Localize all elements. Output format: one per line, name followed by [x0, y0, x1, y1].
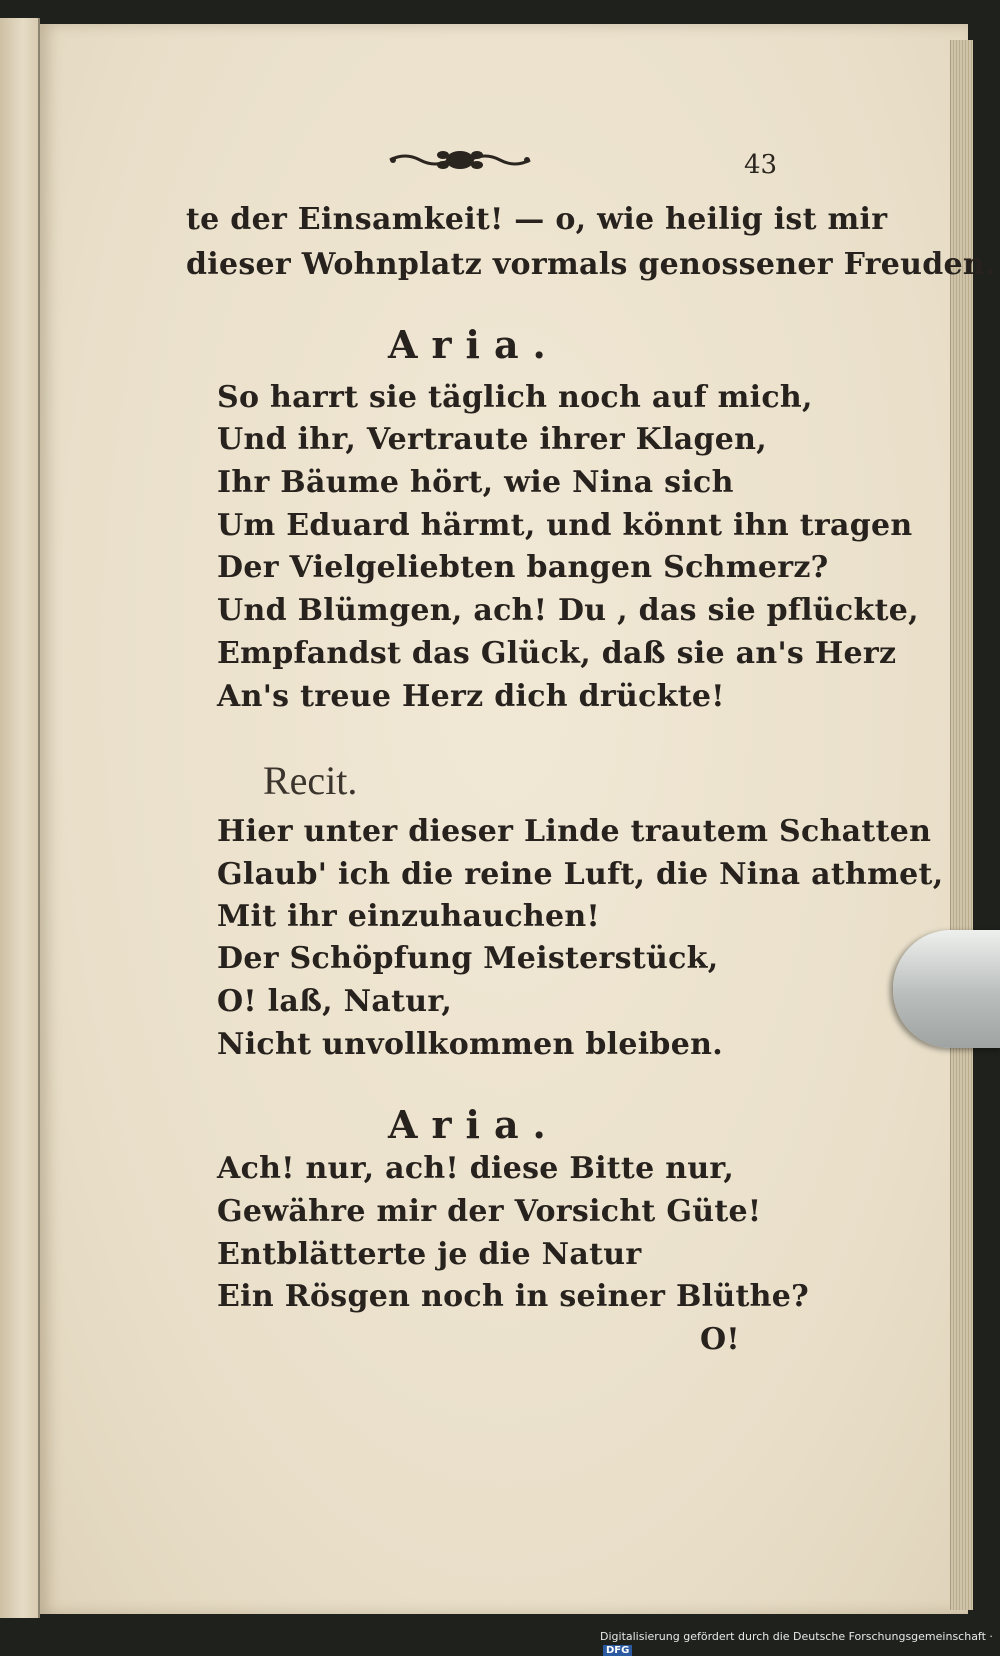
left-page-edge	[0, 18, 40, 1618]
catchword: O!	[700, 1322, 740, 1357]
verse-line: Um Eduard härmt, und könnt ihn tragen	[217, 508, 913, 543]
verse-line: Hier unter dieser Linde trautem Schatten	[217, 814, 932, 849]
verse-line: O! laß, Natur,	[217, 984, 453, 1019]
verse-line: Gewähre mir der Vorsicht Güte!	[217, 1194, 762, 1229]
section-heading-aria: Aria.	[388, 1102, 560, 1147]
verse-line: Empfandst das Glück, daß sie an's Herz	[217, 636, 897, 671]
verse-line: Ihr Bäume hört, wie Nina sich	[217, 465, 734, 500]
verse-line: Entblätterte je die Natur	[217, 1237, 642, 1272]
verse-line: An's treue Herz dich drückte!	[217, 679, 725, 714]
text-line: dieser Wohnplatz vormals genossener Freuden.	[186, 247, 996, 282]
verse-line: Ein Rösgen noch in seiner Blüthe?	[217, 1279, 809, 1314]
verse-line: So harrt sie täglich noch auf mich,	[217, 380, 813, 415]
footer-text: Digitalisierung gefördert durch die Deutsche Forschungsgemeinschaft ·	[600, 1630, 993, 1643]
footer-credit	[600, 1630, 1000, 1656]
floral-ornament-icon	[385, 146, 535, 174]
verse-line: Glaub' ich die reine Luft, die Nina athmet,	[217, 857, 944, 892]
verse-line: Mit ihr einzuhauchen!	[217, 899, 601, 934]
section-heading-recit: Recit.	[263, 758, 358, 803]
verse-line: Und ihr, Vertraute ihrer Klagen,	[217, 422, 768, 457]
section-heading-aria: Aria.	[388, 322, 560, 367]
verse-line: Und Blümgen, ach! Du , das sie pflückte,	[217, 593, 919, 628]
text-line: te der Einsamkeit! — o, wie heilig ist mir	[186, 202, 888, 237]
verse-line: Der Vielgeliebten bangen Schmerz?	[217, 550, 829, 585]
verse-line: Nicht unvollkommen bleiben.	[217, 1027, 723, 1062]
dfg-logo: DFG	[603, 1645, 632, 1656]
verse-line: Ach! nur, ach! diese Bitte nur,	[217, 1151, 735, 1186]
page-clip	[893, 930, 1000, 1048]
page-number: 43	[744, 150, 778, 180]
verse-line: Der Schöpfung Meisterstück,	[217, 941, 719, 976]
